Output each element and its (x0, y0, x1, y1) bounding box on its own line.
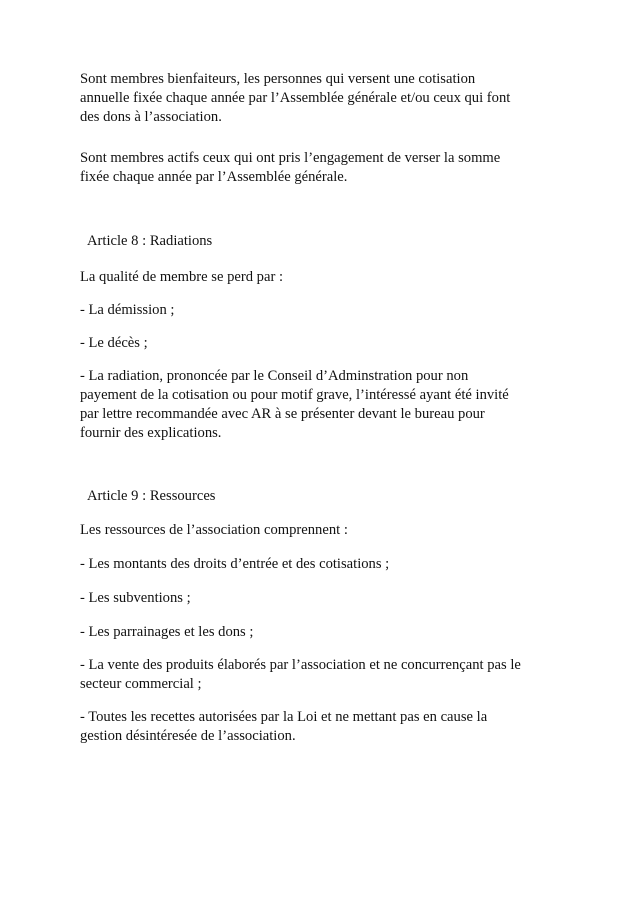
text-line: des dons à l’association. (80, 109, 222, 125)
paragraph-membres-bienfaiteurs (80, 70, 580, 127)
article-9-intro: Les ressources de l’association comprennent : (80, 522, 348, 538)
text-line: - Toutes les recettes autorisées par la Loi et ne mettant pas en cause la (80, 709, 488, 725)
text-line: - La radiation, prononcée par le Conseil d’Adminstration pour non (80, 368, 469, 384)
article-8-item-demission: - La démission ; (80, 302, 175, 318)
text-line: fixée chaque année par l’Assemblée générale. (80, 169, 348, 185)
text-line: gestion désintéresée de l’association. (80, 728, 296, 744)
article-8-intro: La qualité de membre se perd par : (80, 269, 284, 285)
text-line: fournir des explications. (80, 425, 222, 441)
article-9-item-parrainages: - Les parrainages et les dons ; (80, 624, 254, 640)
article-9-item-vente (80, 656, 580, 694)
text-line: Sont membres bienfaiteurs, les personnes qui versent une cotisation (80, 71, 476, 87)
text-line: annuelle fixée chaque année par l’Assemblée générale et/ou ceux qui font (80, 90, 511, 106)
article-8-heading: Article 8 : Radiations (87, 233, 213, 249)
text-line: par lettre recommandée avec AR à se présenter devant le bureau pour (80, 406, 485, 422)
text-line: - La vente des produits élaborés par l’association et ne concurrençant pas le (80, 657, 521, 673)
text-line: secteur commercial ; (80, 676, 202, 692)
article-9-item-subventions: - Les subventions ; (80, 590, 191, 606)
text-line: Sont membres actifs ceux qui ont pris l’engagement de verser la somme (80, 150, 501, 166)
article-8-item-deces: - Le décès ; (80, 335, 148, 351)
paragraph-membres-actifs (80, 149, 580, 187)
article-9-item-recettes (80, 708, 580, 746)
article-9-item-montants: - Les montants des droits d’entrée et des cotisations ; (80, 556, 390, 572)
article-8-item-radiation (80, 367, 580, 443)
article-9-heading: Article 9 : Ressources (87, 488, 216, 504)
text-line: payement de la cotisation ou pour motif grave, l’intéressé ayant été invité (80, 387, 509, 403)
